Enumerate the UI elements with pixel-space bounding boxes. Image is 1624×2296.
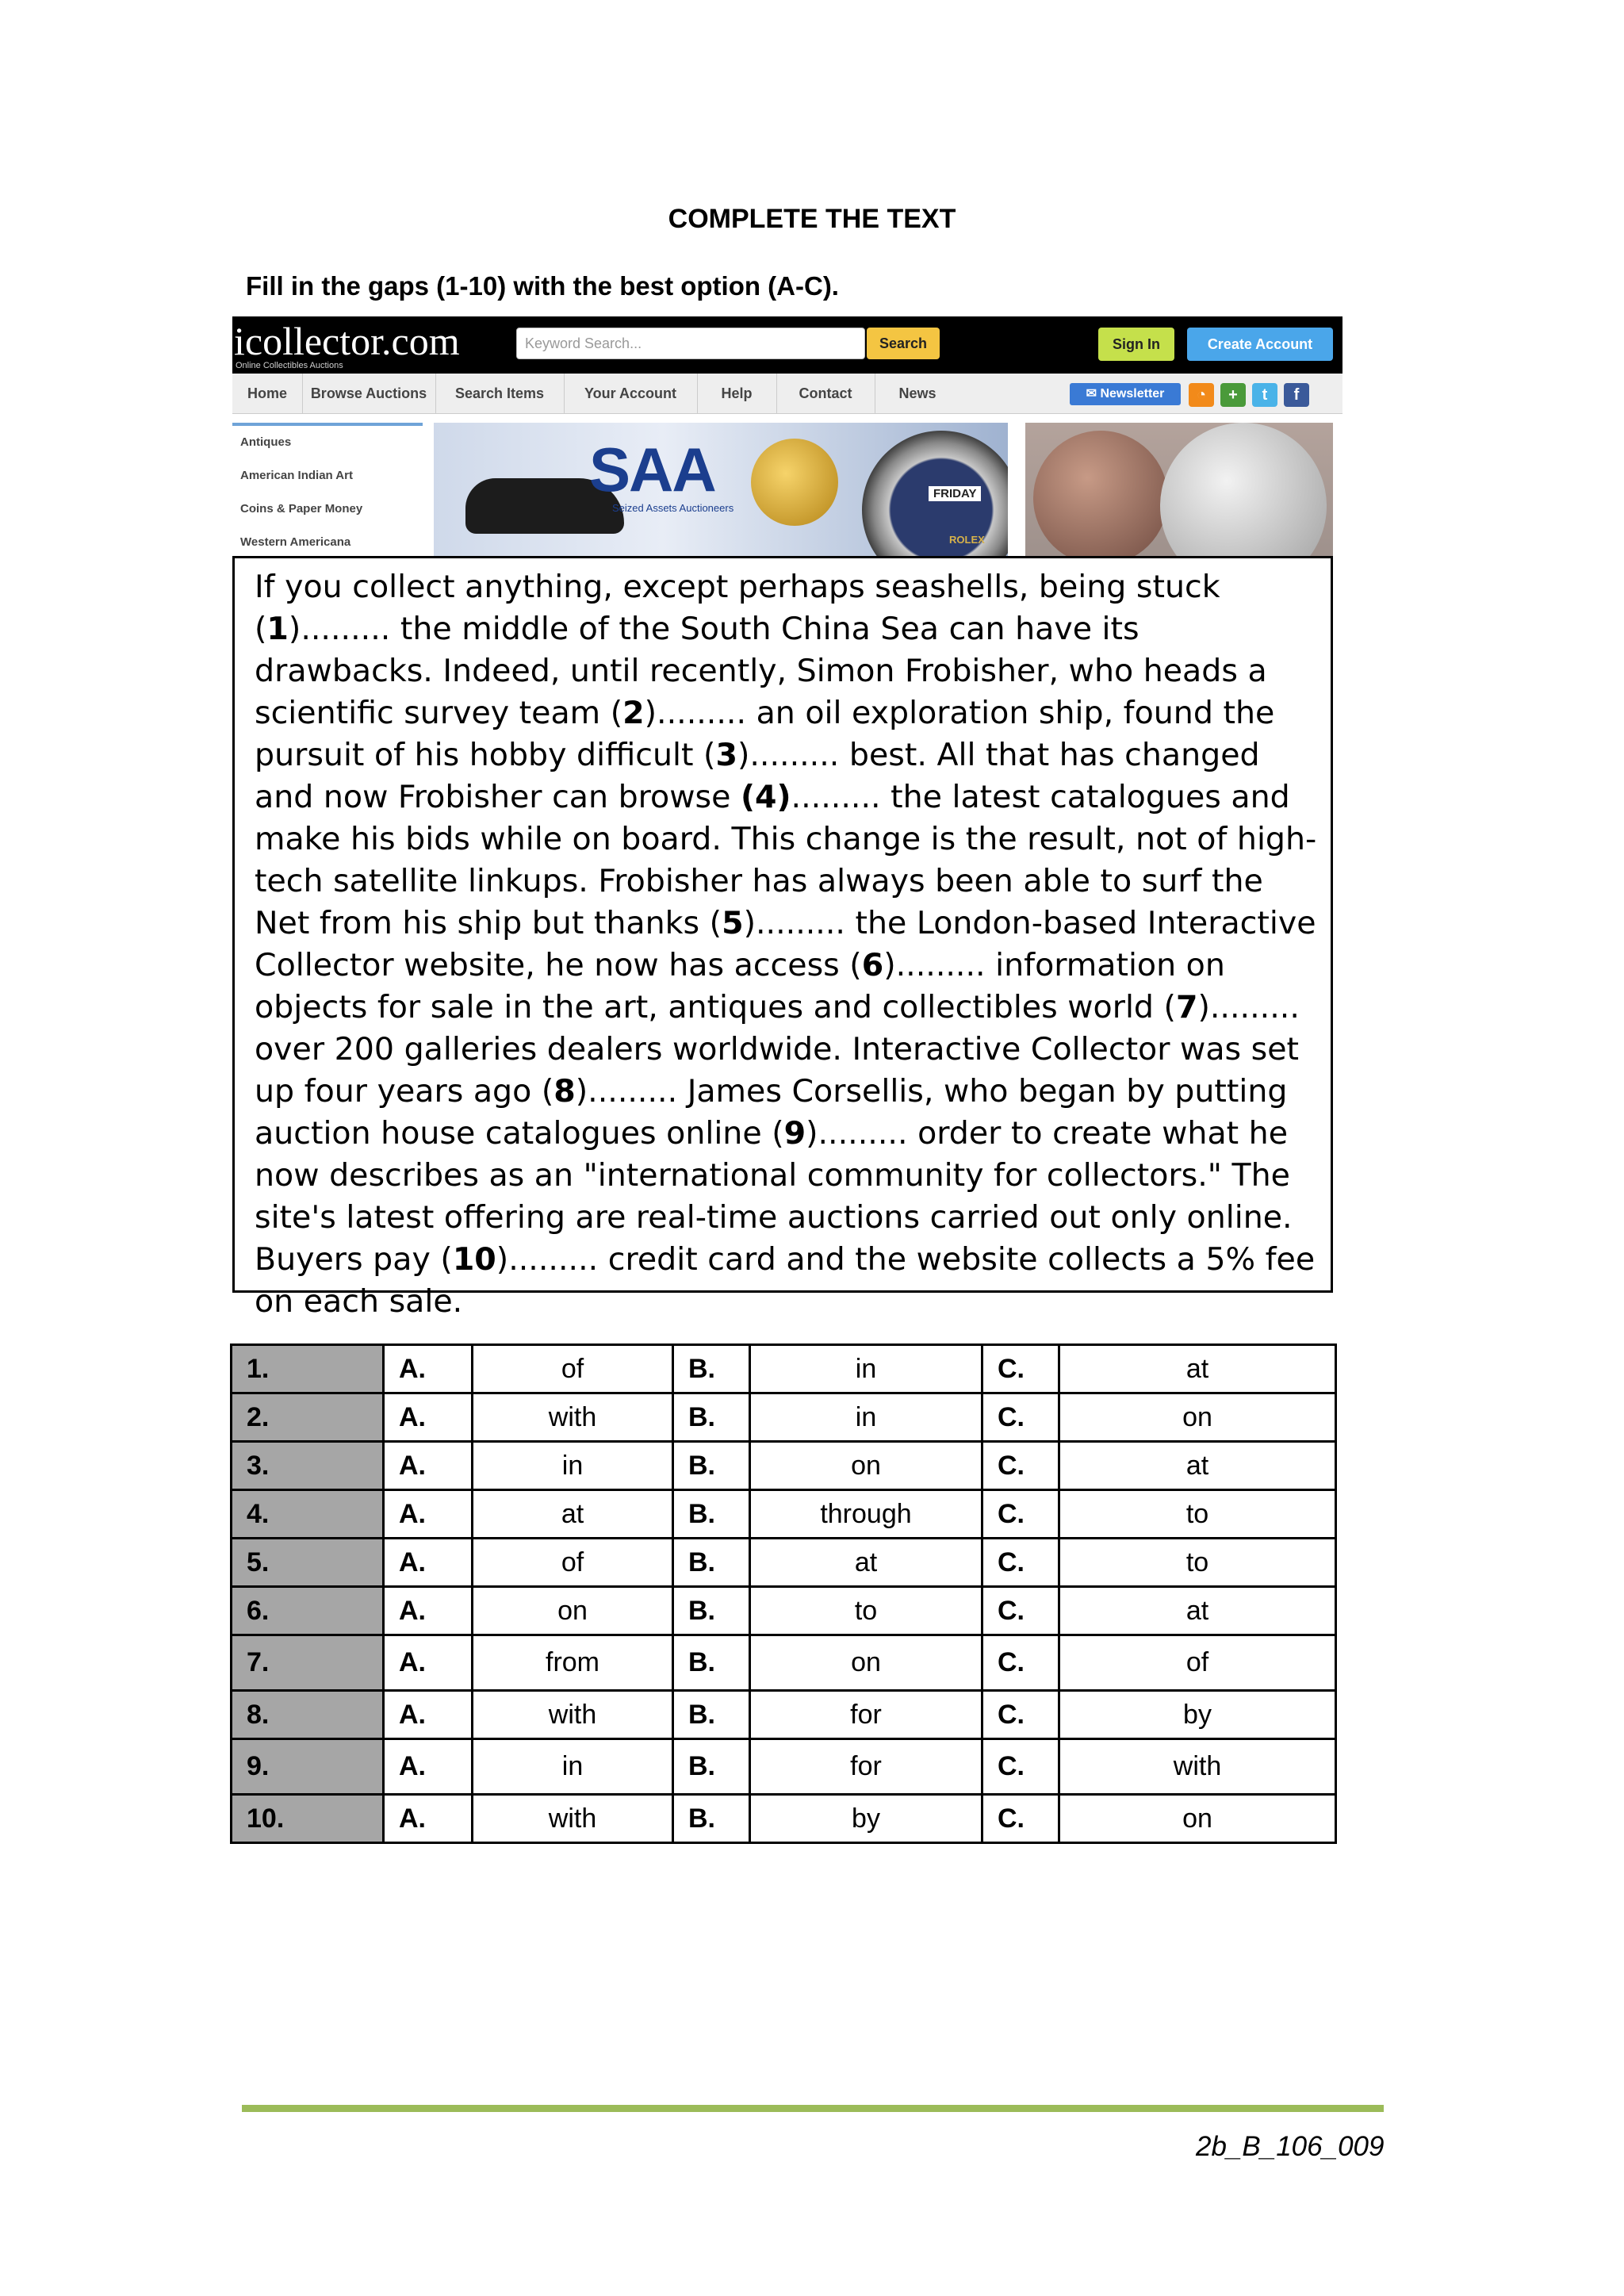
option-c: on (1059, 1795, 1336, 1843)
option-letter-c: C. (982, 1795, 1059, 1843)
instructions: Fill in the gaps (1-10) with the best option (A-C). (246, 271, 839, 301)
option-letter-b: B. (673, 1587, 750, 1635)
option-a: of (473, 1345, 673, 1393)
option-letter-a: A. (384, 1539, 473, 1587)
option-letter-b: B. (673, 1393, 750, 1442)
option-letter-c: C. (982, 1739, 1059, 1795)
gold-coin-image (751, 439, 838, 526)
option-b: in (750, 1393, 982, 1442)
gap-number: (4) (740, 779, 791, 815)
option-letter-a: A. (384, 1490, 473, 1539)
option-row (232, 1442, 1336, 1490)
nav-browse-auctions: Browse Auctions (302, 374, 436, 413)
saa-logo: SAA (589, 435, 715, 504)
option-b: to (750, 1587, 982, 1635)
nav-your-account: Your Account (564, 374, 698, 413)
option-letter-c: C. (982, 1345, 1059, 1393)
option-c: at (1059, 1442, 1336, 1490)
site-header (232, 316, 1342, 374)
option-letter-b: B. (673, 1490, 750, 1539)
option-letter-c: C. (982, 1635, 1059, 1691)
option-letter-b: B. (673, 1795, 750, 1843)
gap-number: 2 (622, 695, 645, 731)
search-button: Search (867, 328, 940, 359)
option-letter-a: A. (384, 1393, 473, 1442)
option-letter-c: C. (982, 1393, 1059, 1442)
option-letter-a: A. (384, 1739, 473, 1795)
option-row (232, 1393, 1336, 1442)
sidebar-item-antiques: Antiques (240, 435, 292, 449)
passage-segment: )......... credit card and the website collects a 5% fee on each sale. (255, 1241, 1316, 1320)
silver-coin-image (1160, 423, 1327, 572)
option-row (232, 1587, 1336, 1635)
nav-news: News (898, 385, 936, 401)
gap-number: 5 (722, 905, 744, 941)
category-sidebar (232, 423, 423, 572)
facebook-icon: f (1284, 383, 1309, 407)
option-letter-c: C. (982, 1442, 1059, 1490)
passage-segment: )......... best. All that has changed and now Frobisher can browse (255, 737, 1260, 815)
question-number: 9. (232, 1739, 384, 1795)
option-c: at (1059, 1587, 1336, 1635)
option-row (232, 1539, 1336, 1587)
gap-number: 8 (553, 1073, 576, 1110)
passage-segment: )......... order to create what he now describes as an "international community for collectors." The site's latest offering are real-time auctions carried out only online. Buyers pay ( (255, 1115, 1293, 1278)
keyword-search-input: Keyword Search... (516, 328, 865, 359)
question-number: 2. (232, 1393, 384, 1442)
page-title: COMPLETE THE TEXT (668, 204, 956, 234)
question-number: 1. (232, 1345, 384, 1393)
passage-segment: )......... James Corsellis, who began by putting auction house catalogues online ( (255, 1073, 1288, 1152)
copper-coin-image (1033, 431, 1168, 565)
gap-number: 10 (452, 1241, 496, 1278)
option-b: for (750, 1739, 982, 1795)
option-a: at (473, 1490, 673, 1539)
passage-segment: )......... the London-based Interactive Collector website, he now has access ( (255, 905, 1316, 983)
passage-segment: )......... the middle of the South China Sea can have its drawbacks. Indeed, until recently, Simon Frobisher, who heads a scientific survey team ( (255, 611, 1267, 731)
option-c: to (1059, 1490, 1336, 1539)
option-row (232, 1739, 1336, 1795)
option-row (232, 1691, 1336, 1739)
footer-line (242, 2105, 1384, 2112)
gap-number: 6 (861, 947, 884, 983)
passage-text (255, 566, 1325, 1323)
option-letter-b: B. (673, 1345, 750, 1393)
option-row (232, 1795, 1336, 1843)
option-a: of (473, 1539, 673, 1587)
option-c: at (1059, 1345, 1336, 1393)
watch-image (862, 431, 1008, 572)
google-icon: + (1220, 383, 1246, 407)
option-row (232, 1345, 1336, 1393)
twitter-icon: t (1252, 383, 1277, 407)
question-number: 7. (232, 1635, 384, 1691)
passage-box (232, 556, 1333, 1320)
watch-brand-label: ROLEX (949, 534, 985, 546)
option-c: on (1059, 1393, 1336, 1442)
passage-segment: )......... an oil exploration ship, found the pursuit of his hobby difficult ( (255, 695, 1275, 773)
option-b: at (750, 1539, 982, 1587)
nav-home: Home (232, 374, 303, 413)
sidebar-item-american-indian-art: American Indian Art (240, 469, 353, 482)
option-letter-c: C. (982, 1490, 1059, 1539)
site-logo: icollector.com (234, 319, 460, 363)
option-letter-b: B. (673, 1635, 750, 1691)
sidebar-item-western-americana: Western Americana (240, 535, 351, 549)
passage-segment: If you collect anything, except perhaps seashells, being stuck ( (255, 569, 1220, 647)
option-letter-a: A. (384, 1795, 473, 1843)
site-logo-tagline: Online Collectibles Auctions (236, 361, 343, 370)
option-b: by (750, 1795, 982, 1843)
saa-banner (434, 423, 1008, 572)
option-b: through (750, 1490, 982, 1539)
saa-logo-sub: Seized Assets Auctioneers (612, 502, 734, 514)
passage-segment: )......... over 200 galleries dealers worldwide. Interactive Collector was set up four years ago ( (255, 989, 1300, 1110)
passage-segment: ......... the latest catalogues and make his bids while on board. This change is the result, not of high-tech satellite linkups. Frobisher has always been able to surf the Net from his ship but thanks ( (255, 779, 1317, 941)
sidebar-item-coins: Coins & Paper Money (240, 502, 363, 516)
option-letter-a: A. (384, 1442, 473, 1490)
option-a: in (473, 1739, 673, 1795)
nav-search-items: Search Items (435, 374, 565, 413)
create-account-button: Create Account (1187, 328, 1333, 361)
option-c: with (1059, 1739, 1336, 1795)
option-c: by (1059, 1691, 1336, 1739)
question-number: 8. (232, 1691, 384, 1739)
gap-number: 7 (1175, 989, 1198, 1025)
website-screenshot (232, 316, 1342, 572)
gap-number: 3 (715, 737, 737, 773)
gap-number: 9 (783, 1115, 806, 1152)
question-number: 4. (232, 1490, 384, 1539)
rss-icon: ◔ (1189, 383, 1214, 407)
option-letter-c: C. (982, 1587, 1059, 1635)
option-a: on (473, 1587, 673, 1635)
option-b: on (750, 1635, 982, 1691)
option-a: with (473, 1393, 673, 1442)
newsletter-button: ✉ Newsletter (1070, 383, 1181, 405)
nav-contact: Contact (776, 374, 875, 413)
option-letter-b: B. (673, 1539, 750, 1587)
option-b: in (750, 1345, 982, 1393)
sign-in-button: Sign In (1098, 328, 1174, 361)
option-a: with (473, 1691, 673, 1739)
coins-banner (1025, 423, 1333, 572)
options-table (230, 1343, 1337, 1844)
option-b: for (750, 1691, 982, 1739)
option-row (232, 1490, 1336, 1539)
option-letter-b: B. (673, 1739, 750, 1795)
option-a: in (473, 1442, 673, 1490)
option-a: from (473, 1635, 673, 1691)
newsletter-label: Newsletter (1100, 387, 1165, 401)
option-letter-b: B. (673, 1691, 750, 1739)
watch-day-label: FRIDAY (929, 486, 981, 501)
option-letter-a: A. (384, 1345, 473, 1393)
option-c: of (1059, 1635, 1336, 1691)
option-c: to (1059, 1539, 1336, 1587)
option-letter-c: C. (982, 1539, 1059, 1587)
nav-help: Help (697, 374, 777, 413)
question-number: 3. (232, 1442, 384, 1490)
question-number: 6. (232, 1587, 384, 1635)
option-b: on (750, 1442, 982, 1490)
option-letter-c: C. (982, 1691, 1059, 1739)
gap-number: 1 (266, 611, 289, 647)
option-a: with (473, 1795, 673, 1843)
option-letter-a: A. (384, 1587, 473, 1635)
passage-segment: )......... information on objects for sale in the art, antiques and collectibles world ( (255, 947, 1225, 1025)
question-number: 5. (232, 1539, 384, 1587)
document-code: 2b_B_106_009 (1196, 2131, 1385, 2162)
option-letter-b: B. (673, 1442, 750, 1490)
question-number: 10. (232, 1795, 384, 1843)
option-letter-a: A. (384, 1691, 473, 1739)
option-letter-a: A. (384, 1635, 473, 1691)
option-row (232, 1635, 1336, 1691)
